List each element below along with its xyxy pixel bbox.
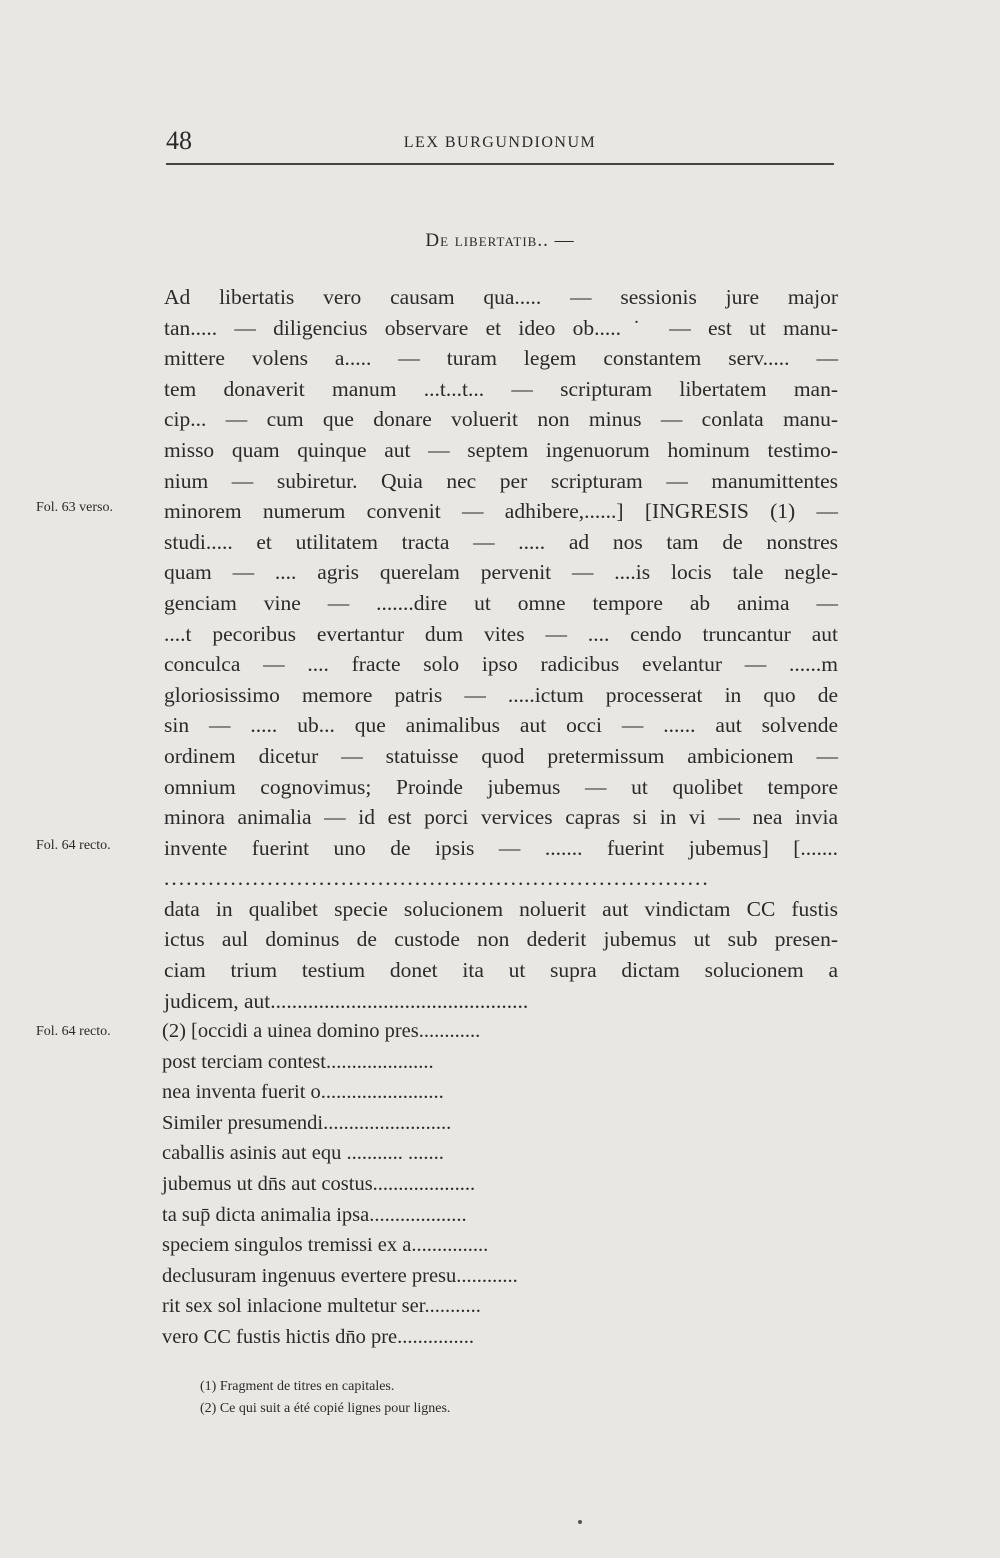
page-number: 48 bbox=[166, 126, 192, 155]
body-text bbox=[164, 282, 838, 1016]
ink-speck bbox=[578, 1520, 582, 1524]
fragment-line: caballis asinis aut equ ........... ....... bbox=[162, 1142, 444, 1165]
text-line: omnium cognovimus; Proinde jubemus — ut quolibet tempore bbox=[164, 774, 838, 799]
margin-note-fol-64-recto-2: Fol. 64 recto. bbox=[36, 1024, 111, 1039]
text-line: mittere volens a..... — turam legem constantem serv..... — bbox=[164, 346, 838, 371]
margin-note-fol-63-verso: Fol. 63 verso. bbox=[36, 500, 113, 515]
fragment-line: (2) [occidi a uinea domino pres............ bbox=[162, 1020, 481, 1042]
fragment-line: vero CC fustis hictis dn̄o pre............... bbox=[162, 1325, 475, 1348]
text-line: sin — ..... ub... que animalibus aut occi — ...... aut solvende bbox=[164, 713, 838, 738]
dotted-line: .......................................................................... bbox=[164, 866, 710, 891]
fragment-line: Similer presumendi......................... bbox=[162, 1111, 452, 1134]
fragment-lines bbox=[162, 1016, 632, 1353]
text-line: gloriosissimo memore patris — .....ictum processerat in quo de bbox=[164, 682, 838, 707]
text-line: genciam vine — .......dire ut omne tempore ab anima — bbox=[164, 590, 838, 615]
text-line: minora animalia — id est porci vervices capras si in vi — nea invia bbox=[164, 805, 838, 830]
text-line: invente fuerint uno de ipsis — ....... fuerint jubemus] [....... bbox=[164, 835, 838, 860]
text-line: tan..... — diligencius observare et ideo ob.....˙ — est ut manu- bbox=[164, 315, 838, 340]
text-line: cip... — cum que donare voluerit non minus — conlata manu- bbox=[164, 407, 838, 432]
text-line: conculca — .... fracte solo ipso radicibus evelantur — ......m bbox=[164, 652, 838, 677]
text-line: studi..... et utilitatem tracta — ..... ad nos tam de nonstres bbox=[164, 529, 838, 554]
header-rule bbox=[166, 163, 834, 165]
footnotes bbox=[200, 1376, 450, 1420]
text-line: ictus aul dominus de custode non dederit jubemus ut sub presen- bbox=[164, 927, 838, 952]
margin-note-fol-64-recto: Fol. 64 recto. bbox=[36, 838, 111, 853]
fragment-line: rit sex sol inlacione multetur ser........... bbox=[162, 1295, 481, 1318]
text-line: tem donaverit manum ...t...t... — scripturam libertatem man- bbox=[164, 376, 838, 401]
fragment-line: jubemus ut dn̄s aut costus.................... bbox=[162, 1172, 476, 1195]
footnote: (2) Ce qui suit a été copié lignes pour lignes. bbox=[200, 1401, 451, 1416]
fragment-line: ta sup̄ dicta animalia ipsa................... bbox=[162, 1203, 467, 1226]
text-line: minorem numerum convenit — adhibere,......] [INGRESIS (1) — bbox=[164, 499, 838, 524]
fragment-line: speciem singulos tremissi ex a............... bbox=[162, 1234, 489, 1257]
text-line: Ad libertatis vero causam qua..... — sessionis jure major bbox=[164, 285, 838, 309]
text-line: judicem, aut................................................ bbox=[164, 988, 529, 1013]
section-title: De libertatib.. — bbox=[425, 230, 575, 251]
text-line: ciam trium testium donet ita ut supra dictam solucionem a bbox=[164, 958, 838, 983]
fragment-line: declusuram ingenuus evertere presu............ bbox=[162, 1264, 518, 1287]
text-line: ordinem dicetur — statuisse quod pretermissum ambicionem — bbox=[164, 743, 838, 768]
fragment-line: nea inventa fuerit o........................ bbox=[162, 1081, 444, 1104]
page-header bbox=[166, 126, 834, 166]
text-line: misso quam quinque aut — septem ingenuorum hominum testimo- bbox=[164, 437, 838, 462]
text-line: nium — subiretur. Quia nec per scripturam — manumittentes bbox=[164, 468, 838, 493]
running-title: LEX BURGUNDIONUM bbox=[403, 134, 597, 151]
fragment-line: post terciam contest..................... bbox=[162, 1050, 434, 1073]
text-line: ....t pecoribus evertantur dum vites — .... cendo truncantur aut bbox=[164, 621, 838, 646]
footnote: (1) Fragment de titres en capitales. bbox=[200, 1379, 395, 1394]
text-line: data in qualibet specie solucionem noluerit aut vindictam CC fustis bbox=[164, 896, 838, 921]
text-line: quam — .... agris querelam pervenit — ....is locis tale negle- bbox=[164, 560, 838, 585]
